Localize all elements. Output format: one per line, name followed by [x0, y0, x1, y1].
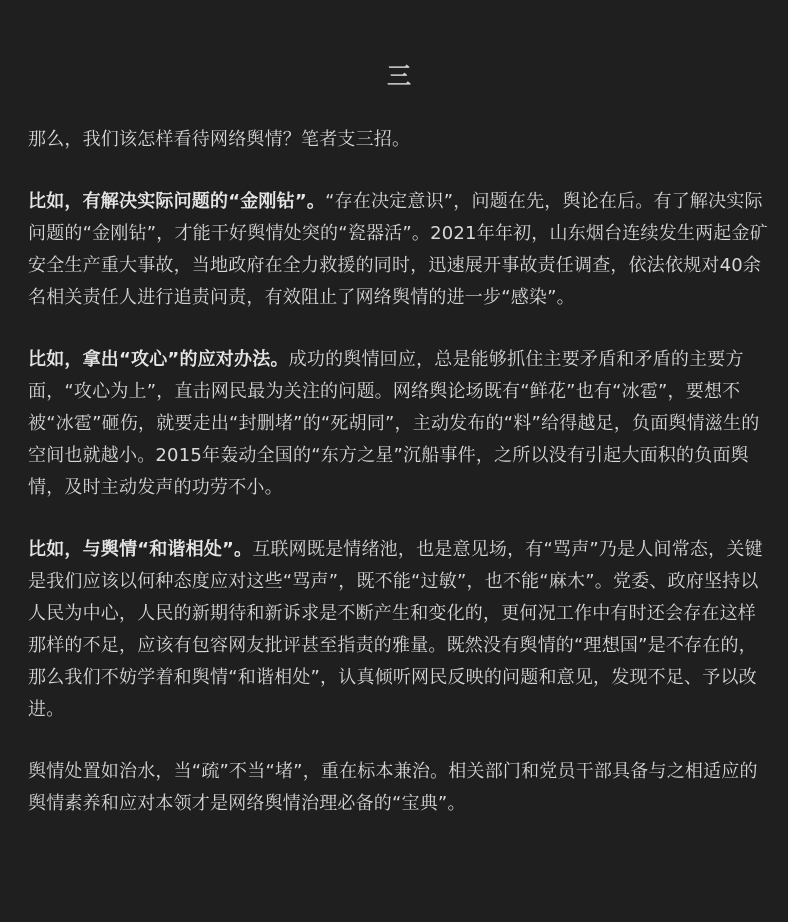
- point-1-lead: 比如，有解决实际问题的“金刚钻”。: [28, 191, 326, 212]
- point-paragraph-2: [28, 344, 770, 504]
- conclusion-paragraph: 舆情处置如治水，当“疏”不当“堵”，重在标本兼治。相关部门和党员干部具备与之相适应的舆情素养和应对本领才是网络舆情治理必备的“宝典”。: [28, 761, 758, 814]
- point-3-body: 互联网既是情绪池，也是意见场，有“骂声”乃是人间常态，关键是我们应该以何种态度应对这些“骂声”，既不能“过敏”，也不能“麻木”。党委、政府坚持以人民为中心，人民的新期待和新诉求是不断产生和变化的，更何况工作中有时还会存在这样那样的不足，应该有包容网友批评甚至指责的雅量。既然没有舆情的“理想国”是不存在的，那么我们不妨学着和舆情“和谐相处”，认真倾听网民反映的问题和意见，发现不足、予以改进。: [28, 539, 763, 720]
- section-number: 三: [387, 62, 411, 90]
- point-2-lead: 比如，拿出“攻心”的应对办法。: [28, 349, 289, 370]
- point-3-lead: 比如，与舆情“和谐相处”。: [28, 539, 253, 560]
- point-2-body: 成功的舆情回应，总是能够抓住主要矛盾和矛盾的主要方面，“攻心为上”，直击网民最为关注的问题。网络舆论场既有“鲜花”也有“冰雹”，要想不被“冰雹”砸伤，就要走出“封删堵”的“死胡同”，主动发布的“料”给得越足，负面舆情滋生的空间也就越小。2015年轰动全国的“东方之星”沉船事件，之所以没有引起大面积的负面舆情，及时主动发声的功劳不小。: [28, 349, 760, 498]
- point-paragraph-1: [28, 186, 770, 314]
- point-1-body: “存在决定意识”，问题在先，舆论在后。有了解决实际问题的“金刚钻”，才能干好舆情处突的“瓷器活”。2021年年初，山东烟台连续发生两起金矿安全生产重大事故，当地政府在全力救援的同时，迅速展开事故责任调查，依法依规对40余名相关责任人进行追责问责，有效阻止了网络舆情的进一步“感染”。: [28, 191, 768, 308]
- intro-paragraph: 那么，我们该怎样看待网络舆情？笔者支三招。: [28, 129, 411, 150]
- article-body: [28, 56, 770, 850]
- point-paragraph-3: [28, 534, 770, 726]
